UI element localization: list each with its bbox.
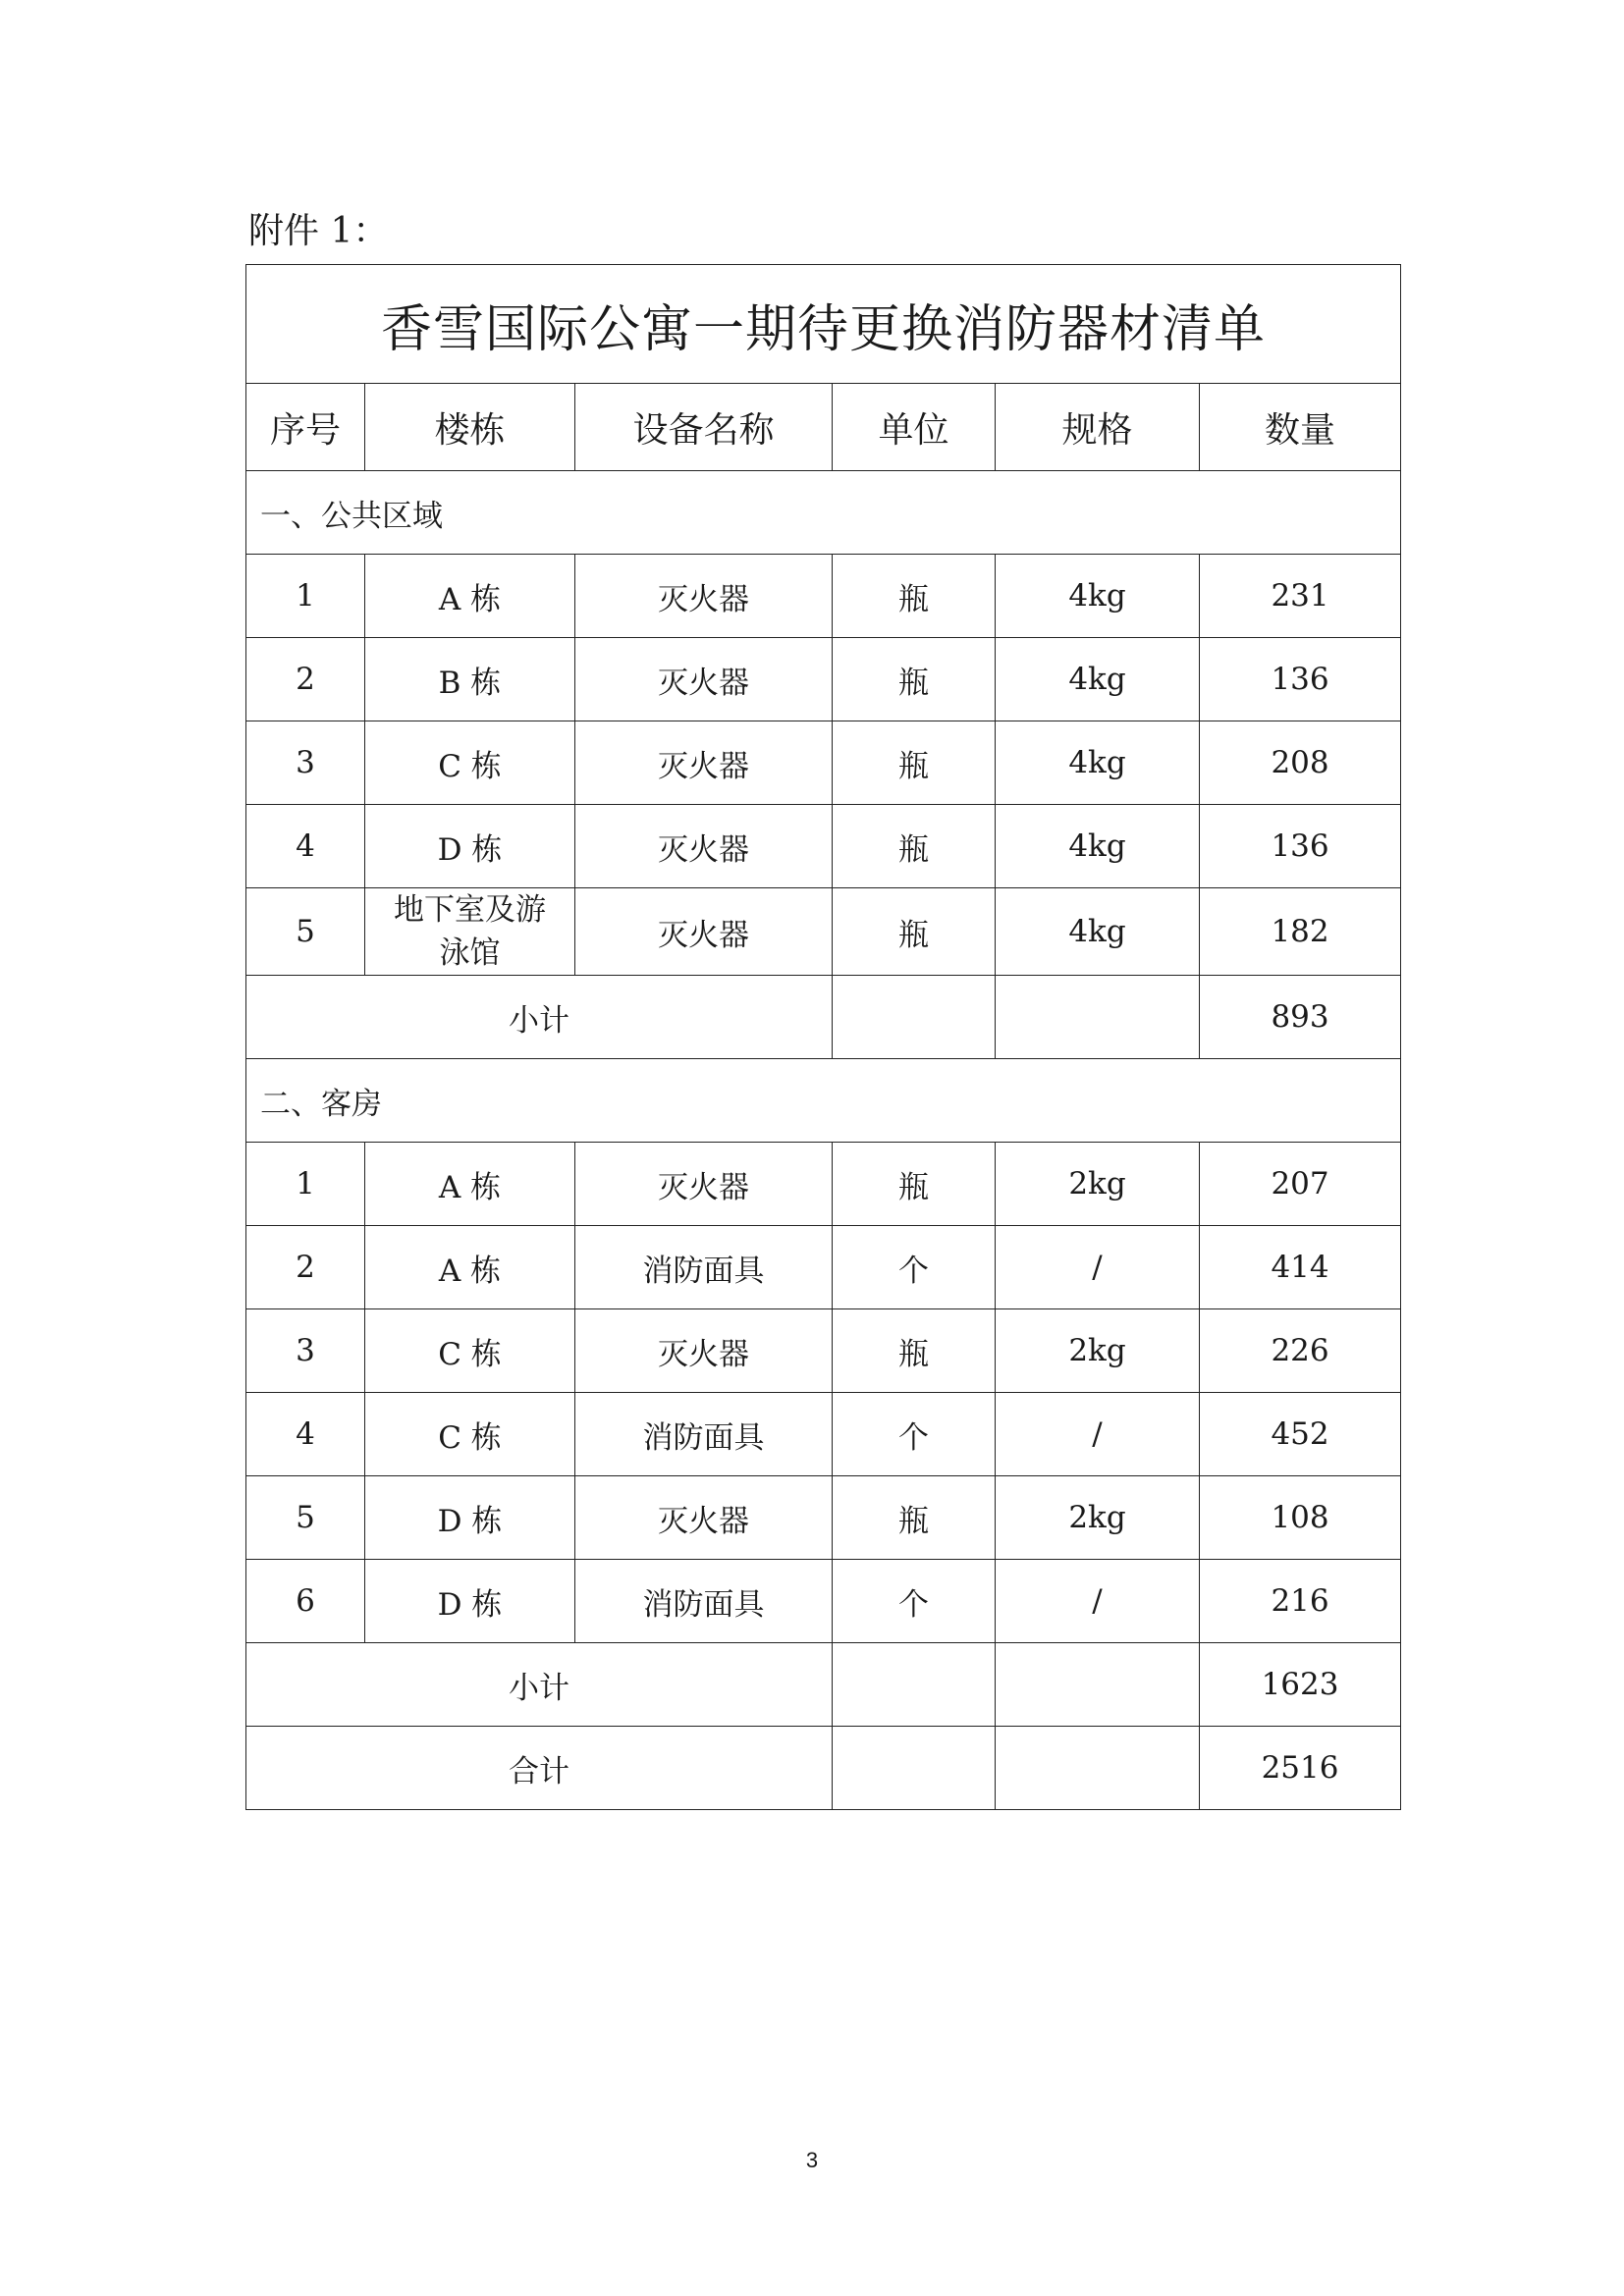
table-row [246,1393,1401,1476]
cell-qty: 226 [1200,1309,1401,1393]
header-row [246,384,1401,471]
cell-building: D 栋 [365,1476,575,1560]
cell-equipment: 灭火器 [575,721,833,805]
table-row [246,1560,1401,1643]
grand-total-row [246,1727,1401,1810]
cell-unit: 个 [833,1560,996,1643]
subtotal-spec-empty [996,976,1200,1059]
cell-building-text: 地下室及游泳馆 [394,892,546,971]
equipment-inventory-table [245,264,1401,1810]
cell-building: C 栋 [365,1309,575,1393]
section-heading: 一、公共区域 [246,471,1401,555]
cell-qty: 182 [1200,888,1401,976]
subtotal-unit-empty [833,976,996,1059]
cell-building: D 栋 [365,1560,575,1643]
cell-spec: 4kg [996,805,1200,888]
grand-total-spec-empty [996,1727,1200,1810]
cell-unit: 瓶 [833,805,996,888]
cell-building: C 栋 [365,1393,575,1476]
subtotal-qty: 1623 [1200,1643,1401,1727]
cell-qty: 108 [1200,1476,1401,1560]
header-equipment: 设备名称 [575,384,833,471]
cell-qty: 452 [1200,1393,1401,1476]
cell-seq: 3 [246,1309,365,1393]
section-row [246,1059,1401,1143]
cell-spec: 4kg [996,638,1200,721]
grand-total-unit-empty [833,1727,996,1810]
cell-unit: 个 [833,1226,996,1309]
cell-building: D 栋 [365,805,575,888]
section-heading: 二、客房 [246,1059,1401,1143]
section-row [246,471,1401,555]
subtotal-unit-empty [833,1643,996,1727]
cell-unit: 瓶 [833,555,996,638]
cell-equipment: 灭火器 [575,805,833,888]
cell-building: A 栋 [365,1226,575,1309]
subtotal-row [246,1643,1401,1727]
subtotal-label: 小计 [246,976,833,1059]
cell-equipment: 消防面具 [575,1393,833,1476]
cell-unit: 个 [833,1393,996,1476]
cell-seq: 6 [246,1560,365,1643]
header-building: 楼栋 [365,384,575,471]
cell-equipment: 灭火器 [575,1309,833,1393]
table-row [246,888,1401,976]
cell-seq: 2 [246,638,365,721]
cell-unit: 瓶 [833,1143,996,1226]
cell-spec: 4kg [996,888,1200,976]
cell-qty: 231 [1200,555,1401,638]
cell-spec: 2kg [996,1143,1200,1226]
cell-seq: 5 [246,1476,365,1560]
table-row [246,1226,1401,1309]
cell-spec: / [996,1226,1200,1309]
table-row [246,721,1401,805]
subtotal-row [246,976,1401,1059]
cell-spec: 4kg [996,721,1200,805]
cell-building [365,888,575,976]
cell-unit: 瓶 [833,888,996,976]
cell-qty: 136 [1200,638,1401,721]
attachment-label: 附件 1： [248,211,389,251]
cell-seq: 2 [246,1226,365,1309]
cell-spec: 2kg [996,1309,1200,1393]
grand-total-label: 合计 [246,1727,833,1810]
cell-seq: 1 [246,555,365,638]
cell-qty: 208 [1200,721,1401,805]
header-unit: 单位 [833,384,996,471]
cell-equipment: 灭火器 [575,638,833,721]
cell-unit: 瓶 [833,1309,996,1393]
cell-equipment: 消防面具 [575,1226,833,1309]
table-row [246,638,1401,721]
cell-building: A 栋 [365,555,575,638]
cell-spec: / [996,1560,1200,1643]
subtotal-qty: 893 [1200,976,1401,1059]
cell-qty: 216 [1200,1560,1401,1643]
table-row [246,1476,1401,1560]
cell-spec: / [996,1393,1200,1476]
table-row [246,805,1401,888]
cell-qty: 136 [1200,805,1401,888]
subtotal-spec-empty [996,1643,1200,1727]
cell-equipment: 灭火器 [575,1143,833,1226]
cell-equipment: 灭火器 [575,888,833,976]
cell-unit: 瓶 [833,1476,996,1560]
cell-equipment: 灭火器 [575,555,833,638]
cell-unit: 瓶 [833,638,996,721]
cell-seq: 5 [246,888,365,976]
cell-building: C 栋 [365,721,575,805]
table-row [246,555,1401,638]
header-qty: 数量 [1200,384,1401,471]
grand-total-qty: 2516 [1200,1727,1401,1810]
subtotal-label: 小计 [246,1643,833,1727]
cell-spec: 2kg [996,1476,1200,1560]
cell-qty: 414 [1200,1226,1401,1309]
cell-seq: 3 [246,721,365,805]
cell-seq: 4 [246,1393,365,1476]
header-spec: 规格 [996,384,1200,471]
cell-equipment: 消防面具 [575,1560,833,1643]
table-title: 香雪国际公寓一期待更换消防器材清单 [246,265,1401,384]
cell-building: A 栋 [365,1143,575,1226]
cell-qty: 207 [1200,1143,1401,1226]
page-number: 3 [805,2148,819,2172]
cell-seq: 1 [246,1143,365,1226]
header-seq: 序号 [246,384,365,471]
table-row [246,1143,1401,1226]
cell-unit: 瓶 [833,721,996,805]
cell-seq: 4 [246,805,365,888]
cell-building: B 栋 [365,638,575,721]
table-row [246,1309,1401,1393]
cell-spec: 4kg [996,555,1200,638]
cell-equipment: 灭火器 [575,1476,833,1560]
